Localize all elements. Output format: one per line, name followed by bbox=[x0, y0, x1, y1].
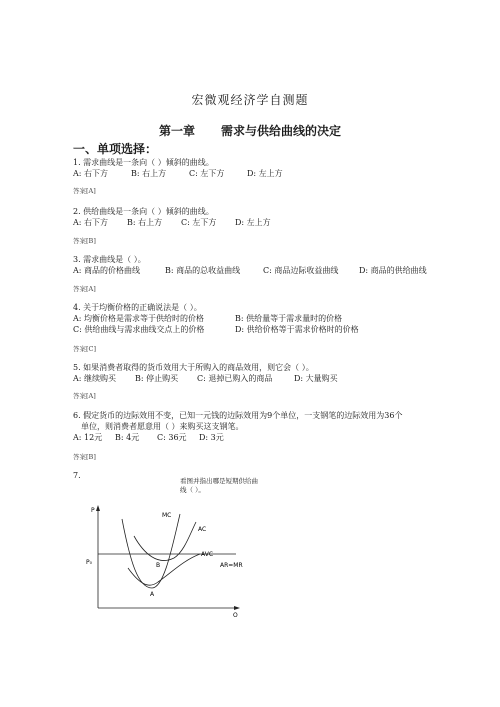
question-2 bbox=[73, 206, 271, 228]
mc-label: MC bbox=[162, 512, 172, 519]
question-3 bbox=[73, 254, 427, 276]
question-stem: 6. 假定货币的边际效用不变，已知一元钱的边际效用为9个单位，一支钢笔的边际效用为36个 bbox=[73, 411, 403, 420]
question-options bbox=[73, 324, 359, 335]
question-4 bbox=[73, 302, 359, 335]
option-a: A: 12元 bbox=[73, 433, 103, 442]
point-b-label: B bbox=[156, 562, 161, 569]
answer-5: 答案[A] bbox=[73, 392, 96, 400]
cost-curve-diagram bbox=[78, 476, 258, 621]
option-b: B: 右上方 bbox=[131, 169, 167, 178]
question-stem: 5. 如果消费者取得的货币效用大于所购入的商品效用，则它会（ ）。 bbox=[73, 363, 314, 372]
option-b: B: 供给量等于需求量时的价格 bbox=[235, 314, 343, 323]
option-d: D: 商品的供给曲线 bbox=[359, 266, 427, 275]
cost-curve-figure bbox=[78, 476, 258, 621]
chapter-heading bbox=[0, 122, 500, 139]
option-a: A: 均衡价格是需求等于供给时的价格 bbox=[73, 314, 205, 323]
y-axis-arrow bbox=[96, 505, 100, 511]
price-label: P₀ bbox=[86, 559, 93, 566]
question-stem: 7. bbox=[73, 471, 81, 480]
option-a: A: 商品的价格曲线 bbox=[73, 266, 141, 275]
option-b: B: 商品的总收益曲线 bbox=[165, 266, 241, 275]
option-d: D: 左上方 bbox=[247, 169, 283, 178]
question-stem: 3. 需求曲线是（ ）。 bbox=[73, 255, 146, 264]
answer-3: 答案[A] bbox=[73, 285, 96, 293]
option-b: B: 右上方 bbox=[127, 218, 163, 227]
question-options bbox=[73, 432, 402, 443]
point-a-label: A bbox=[150, 591, 155, 598]
question-1 bbox=[73, 157, 283, 179]
chapter-title: 需求与供给曲线的决定 bbox=[221, 124, 342, 138]
option-c: C: 36元 bbox=[157, 433, 187, 442]
question-options bbox=[73, 217, 271, 228]
question-stem-continued: 单位，则消费者愿意用（ ）来购买这支钢笔。 bbox=[81, 422, 244, 431]
ar-mr-label: AR=MR bbox=[220, 562, 243, 569]
option-a: A: 右下方 bbox=[73, 218, 109, 227]
answer-2: 答案[B] bbox=[73, 237, 96, 245]
origin-label: O bbox=[233, 612, 238, 619]
x-axis-arrow bbox=[234, 606, 240, 610]
document-title: 宏微观经济学自测题 bbox=[191, 93, 309, 107]
option-d: D: 左上方 bbox=[235, 218, 271, 227]
question-options bbox=[73, 313, 359, 324]
answer-4: 答案[C] bbox=[73, 345, 97, 353]
ac-curve bbox=[134, 522, 196, 561]
option-c: C: 左下方 bbox=[181, 218, 217, 227]
question-stem: 2. 供给曲线是一条向（ ）倾斜的曲线。 bbox=[73, 207, 214, 216]
question-stem: 4. 关于均衡价格的正确说法是（ ）。 bbox=[73, 303, 202, 312]
answer-6: 答案[B] bbox=[73, 453, 96, 461]
ac-label: AC bbox=[198, 526, 207, 533]
option-d: D: 3元 bbox=[199, 433, 224, 442]
mc-curve bbox=[122, 514, 180, 588]
question-options bbox=[73, 265, 427, 276]
question-options bbox=[73, 373, 338, 384]
y-axis-label: P bbox=[91, 507, 95, 514]
option-b: B: 4元 bbox=[115, 433, 140, 442]
question-options bbox=[73, 168, 283, 179]
option-c: C: 退掉已购入的商品 bbox=[197, 374, 273, 383]
option-c: C: 商品边际收益曲线 bbox=[263, 266, 339, 275]
option-a: A: 右下方 bbox=[73, 169, 109, 178]
avc-label: AVC bbox=[201, 551, 214, 558]
option-c: C: 供给曲线与需求曲线交点上的价格 bbox=[73, 325, 205, 334]
figure-title: 看图并指出哪是短期供给曲线（ ）。 bbox=[180, 477, 258, 494]
option-d: D: 大量购买 bbox=[294, 374, 338, 383]
answer-1: 答案[A] bbox=[73, 187, 96, 195]
option-b: B: 停止购买 bbox=[135, 374, 179, 383]
question-5 bbox=[73, 362, 338, 384]
avc-curve bbox=[128, 554, 200, 585]
option-d: D: 供给价格等于需求价格时的价格 bbox=[235, 325, 359, 334]
option-c: C: 左下方 bbox=[189, 169, 225, 178]
section-heading: 一、单项选择： bbox=[73, 142, 158, 156]
question-6 bbox=[73, 410, 402, 443]
option-a: A: 继续购买 bbox=[73, 374, 117, 383]
question-stem: 1. 需求曲线是一条向（ ）倾斜的曲线。 bbox=[73, 158, 214, 167]
chapter-number: 第一章 bbox=[158, 124, 195, 138]
